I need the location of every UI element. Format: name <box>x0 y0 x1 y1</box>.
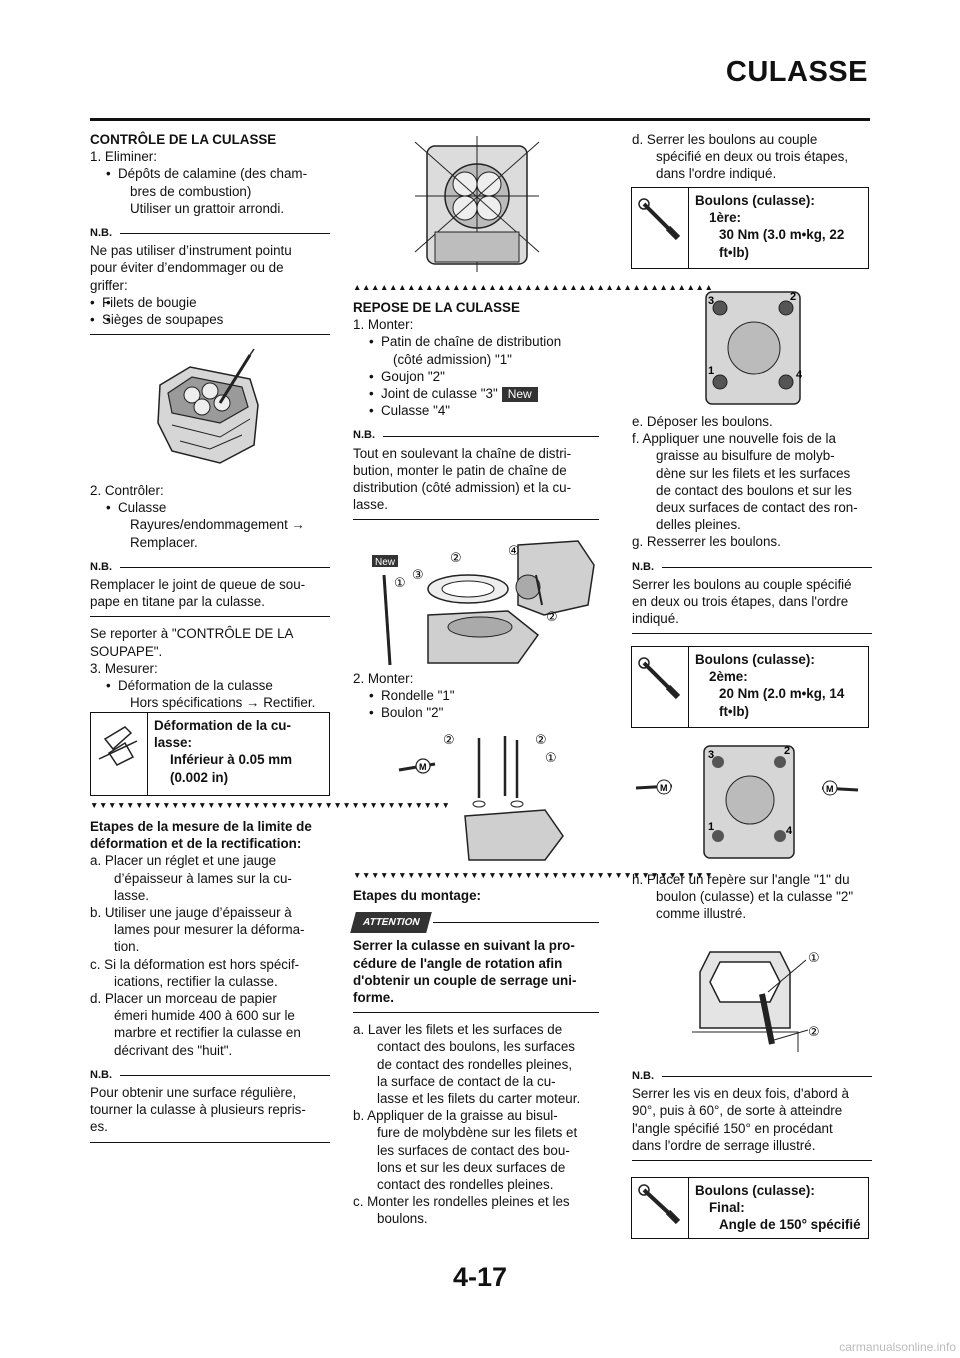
procedure-step: e. Déposer les boulons. <box>632 414 773 429</box>
note-text: pour éviter d’endommager ou de <box>90 260 284 276</box>
callout-3: ③ <box>412 568 424 583</box>
callout-2: ② <box>450 551 462 566</box>
bullet-item: • Joint de culasse "3" New <box>353 385 599 402</box>
note-bullet: • • Filets de bougie <box>90 294 330 311</box>
note-block <box>90 225 330 335</box>
tightening-order-figure-2 <box>632 740 864 865</box>
spec-value: Angle de 150° spécifié <box>719 1217 861 1233</box>
procedure-step-cont: lons et sur les deux surfaces de <box>377 1159 566 1175</box>
note-text: pape en titane par la culasse. <box>90 594 265 610</box>
procedure-step-cont: delles pleines. <box>656 517 741 533</box>
procedure-start-marker: ▼▼▼▼▼▼▼▼▼▼▼▼▼▼▼▼▼▼▼▼▼▼▼▼▼▼▼▼▼▼▼▼▼▼▼▼▼▼▼▼ <box>90 800 451 810</box>
bullet-cont: (côté admission) "1" <box>393 351 512 367</box>
order-label-2: 2 <box>790 291 797 303</box>
procedure-step-cont: lames pour mesurer la déforma- <box>114 922 305 938</box>
page-title: CULASSE <box>725 56 868 88</box>
section-heading: CONTRÔLE DE LA CULASSE <box>90 132 277 147</box>
bullet-item: • Goujon "2" <box>353 368 599 385</box>
procedure-heading: déformation et de la rectification: <box>90 836 302 852</box>
bullet-item: • Culasse <box>90 499 330 516</box>
procedure-step-cont: dène sur les filets et les surfaces <box>656 465 851 481</box>
column-middle-step2 <box>353 670 599 722</box>
procedure-step: c. Si la déformation est hors spécif- <box>90 956 300 972</box>
column-middle <box>353 299 599 528</box>
bullet-item: • Déformation de la culasse <box>90 677 330 694</box>
procedure-step-cont: boulons. <box>377 1211 428 1227</box>
spec-label: lasse: <box>154 735 192 751</box>
callout-4: ④ <box>508 544 520 559</box>
note-block <box>632 559 872 635</box>
spec-value: 20 Nm (2.0 m•kg, 14 <box>719 686 845 702</box>
procedure-step: a. Placer un réglet et une jauge <box>90 853 277 869</box>
attention-text: Serrer la culasse en suivant la pro- <box>353 938 575 954</box>
watermark: carmanualsonline.info <box>839 1340 956 1354</box>
note-text: indiqué. <box>632 611 679 627</box>
procedure-step-cont: spécifié en deux ou trois étapes, <box>656 149 849 165</box>
spec-label: Boulons (culasse): <box>695 652 815 667</box>
cylinder-head-top-figure <box>405 132 550 280</box>
procedure-step-cont: graisse au bisulfure de molyb- <box>656 448 835 464</box>
column-left-procedure <box>90 818 330 1151</box>
note-text: 90°, puis à 60°, de sorte à atteindre <box>632 1103 843 1119</box>
note-label: N.B. <box>632 1070 654 1082</box>
spec-label: Boulons (culasse): <box>695 1183 815 1198</box>
bullet-item: • Boulon "2" <box>353 704 599 721</box>
moly-label: M <box>419 762 427 772</box>
procedure-step: h. Placer un repère sur l'angle "1" du <box>632 872 850 887</box>
spec-value: ft•lb) <box>719 244 749 260</box>
procedure-step-cont: décrivant des "huit". <box>114 1042 233 1058</box>
order-label-1: 1 <box>708 821 715 833</box>
note-text: lasse. <box>353 497 388 513</box>
procedure-step: d. Serrer les boulons au couple <box>632 132 818 147</box>
procedure-step-cont: boulon (culasse) et la culasse "2" <box>656 889 854 905</box>
procedure-step-cont: deux surfaces de contact des ron- <box>656 500 858 516</box>
note-text: tourner la culasse à plusieurs repris- <box>90 1102 306 1118</box>
callout-2: ② <box>808 1025 820 1040</box>
procedure-step-cont: de contact des boulons et sur les <box>656 482 852 498</box>
callout-2b: ② <box>535 733 547 748</box>
procedure-step: a. Laver les filets et les surfaces de <box>353 1022 563 1038</box>
procedure-step-cont: contact des boulons, les surfaces <box>377 1039 575 1055</box>
bullet-cont: bres de combustion) <box>130 183 252 199</box>
procedure-step: b. Utiliser une jauge d’épaisseur à <box>90 905 292 921</box>
spec-box-warpage <box>90 712 330 796</box>
note-label: N.B. <box>90 560 112 573</box>
procedure-step: g. Resserrer les boulons. <box>632 534 781 550</box>
step-text: 3. Mesurer: <box>90 660 158 676</box>
note-text: l'angle spécifié 150° en procédant <box>632 1120 833 1136</box>
page-number: 4-17 <box>452 1262 508 1292</box>
spec-box-torque-second <box>631 646 869 728</box>
spec-box-torque-final <box>631 1177 869 1239</box>
note-text: en deux ou trois étapes, dans l'ordre <box>632 594 849 610</box>
procedure-end-marker: ▲▲▲▲▲▲▲▲▲▲▲▲▲▲▲▲▲▲▲▲▲▲▲▲▲▲▲▲▲▲▲▲▲▲▲▲▲▲▲▲ <box>353 282 714 292</box>
procedure-step-cont: de contact des rondelles pleines, <box>377 1056 573 1072</box>
attention-header <box>353 912 599 933</box>
spec-label: Déformation de la cu- <box>154 718 291 733</box>
spec-value: Inférieur à 0.05 mm <box>170 752 293 768</box>
section-heading: REPOSE DE LA CULASSE <box>353 300 520 315</box>
attention-text: d'obtenir un couple de serrage uni- <box>353 972 577 988</box>
bullet-cont: Hors spécifications → Rectifier. <box>130 695 316 711</box>
note-block <box>353 427 599 520</box>
procedure-step-cont: d’épaisseur à lames sur la cu- <box>114 870 292 886</box>
procedure-step-cont: lasse et les filets du carter moteur. <box>377 1091 581 1107</box>
bullet-item: • Patin de chaîne de distribution <box>353 333 599 350</box>
spec-label: Boulons (culasse): <box>695 193 815 208</box>
callout-2b: ② <box>546 610 558 625</box>
spec-label: 2ème: <box>709 669 748 685</box>
bullet-cont: Utiliser un grattoir arrondi. <box>130 200 285 216</box>
spec-value: 30 Nm (3.0 m•kg, 22 <box>719 227 845 243</box>
cylinder-head-scraper-figure <box>150 345 270 475</box>
procedure-step: c. Monter les rondelles pleines et les <box>353 1194 570 1210</box>
order-label-3: 3 <box>708 749 715 761</box>
note-text: es. <box>90 1119 108 1135</box>
torque-wrench-icon <box>632 647 689 727</box>
step-text: 1. Monter: <box>353 317 414 333</box>
procedure-step-cont: émeri humide 400 à 600 sur le <box>114 1008 295 1024</box>
measure-icon <box>91 713 148 795</box>
column-right <box>632 131 872 183</box>
spec-value: ft•lb) <box>719 703 749 719</box>
procedure-step-cont: lasse. <box>114 887 149 903</box>
procedure-step-cont: tion. <box>114 939 140 955</box>
reference-text: SOUPAPE". <box>90 643 163 659</box>
note-text: Serrer les boulons au couple spécifié <box>632 576 852 592</box>
attention-badge: ATTENTION <box>350 912 432 933</box>
order-label-4: 4 <box>786 825 793 837</box>
note-label: N.B. <box>90 227 112 240</box>
note-text: griffer: <box>90 277 128 293</box>
moly-label-right: M <box>826 784 834 794</box>
head-assembly-exploded-figure <box>368 535 598 667</box>
step-text: 2. Contrôler: <box>90 483 164 498</box>
bullet-cont: Rayures/endommagement → <box>130 517 305 533</box>
attention-text: cédure de l'angle de rotation afin <box>353 955 563 971</box>
note-block <box>632 1068 872 1161</box>
procedure-step-cont: fure de molybdène sur les filets et <box>377 1125 578 1141</box>
bullet-item: • Rondelle "1" <box>353 687 599 704</box>
note-block <box>90 559 330 618</box>
note-text: Remplacer le joint de queue de sou- <box>90 577 306 593</box>
procedure-step: f. Appliquer une nouvelle fois de la <box>632 431 836 447</box>
bullet-cont: Remplacer. <box>130 534 198 550</box>
procedure-step-cont: contact des rondelles pleines. <box>377 1177 554 1193</box>
callout-1: ① <box>394 576 406 591</box>
procedure-step-cont: dans l'ordre indiqué. <box>656 166 777 182</box>
callout-2: ② <box>443 733 455 748</box>
procedure-step-cont: ications, rectifier la culasse. <box>114 973 278 989</box>
head-bolts-figure <box>395 728 575 863</box>
torque-wrench-icon <box>632 1178 689 1238</box>
column-right-steps <box>632 413 872 642</box>
procedure-step-cont: marbre et rectifier la culasse en <box>114 1025 301 1041</box>
note-label: N.B. <box>632 560 654 573</box>
attention-text: forme. <box>353 990 394 1006</box>
column-right-step-h <box>632 871 872 923</box>
order-label-3: 3 <box>708 295 715 307</box>
column-middle-procedure <box>353 887 599 1228</box>
procedure-step-cont: les surfaces de contact des bou- <box>377 1142 570 1158</box>
note-text: Serrer les vis en deux fois, d'abord à <box>632 1086 849 1102</box>
procedure-heading: Etapes du montage: <box>353 888 481 903</box>
note-label: N.B. <box>90 1068 112 1081</box>
header-rule <box>90 118 870 121</box>
tightening-order-figure-1 <box>690 282 815 410</box>
note-text: dans l'ordre de serrage illustré. <box>632 1137 816 1153</box>
spec-label: Final: <box>709 1200 745 1216</box>
step-text: 1. Eliminer: <box>90 149 157 165</box>
procedure-step: d. Placer un morceau de papier <box>90 991 277 1007</box>
callout-1: ① <box>808 951 820 966</box>
bullet-item: • Dépôts de calamine (des cham- <box>90 165 330 182</box>
column-left-lower <box>90 482 330 711</box>
spec-value: (0.002 in) <box>170 769 229 785</box>
procedure-step-cont: comme illustré. <box>656 906 747 922</box>
column-left <box>90 131 330 343</box>
order-label-1: 1 <box>708 365 715 377</box>
bullet-item: • Culasse "4" <box>353 402 599 419</box>
torque-wrench-icon <box>632 188 689 268</box>
procedure-step: b. Appliquer de la graisse au bisul- <box>353 1108 558 1124</box>
note-text: Tout en soulevant la chaîne de distri- <box>353 445 572 461</box>
callout-1: ① <box>545 751 557 766</box>
procedure-start-marker: ▼▼▼▼▼▼▼▼▼▼▼▼▼▼▼▼▼▼▼▼▼▼▼▼▼▼▼▼▼▼▼▼▼▼▼▼▼▼▼▼ <box>353 870 714 880</box>
note-bullet: • • Sièges de soupapes <box>90 311 330 328</box>
column-right-note <box>632 1068 872 1169</box>
note-text: Ne pas utiliser d’instrument pointu <box>90 243 292 259</box>
note-text: bution, monter le patin de chaîne de <box>353 462 567 478</box>
moly-label-left: M <box>660 783 668 793</box>
procedure-heading: Etapes de la mesure de la limite de <box>90 819 312 834</box>
step-text: 2. Monter: <box>353 671 414 686</box>
note-text: Pour obtenir une surface régulière, <box>90 1085 297 1101</box>
spec-label: 1ère: <box>709 210 742 226</box>
order-label-2: 2 <box>784 745 791 757</box>
procedure-step-cont: la surface de contact de la cu- <box>377 1073 556 1089</box>
new-badge: New <box>502 387 538 402</box>
note-text: distribution (côté admission) et la cu- <box>353 480 572 496</box>
new-label: New <box>375 557 396 568</box>
reference-text: Se reporter à "CONTRÔLE DE LA <box>90 626 294 642</box>
note-label: N.B. <box>353 429 375 442</box>
spec-box-torque-first <box>631 187 869 269</box>
note-block <box>90 1067 330 1143</box>
angle-mark-figure <box>680 932 830 1062</box>
order-label-4: 4 <box>796 369 803 381</box>
